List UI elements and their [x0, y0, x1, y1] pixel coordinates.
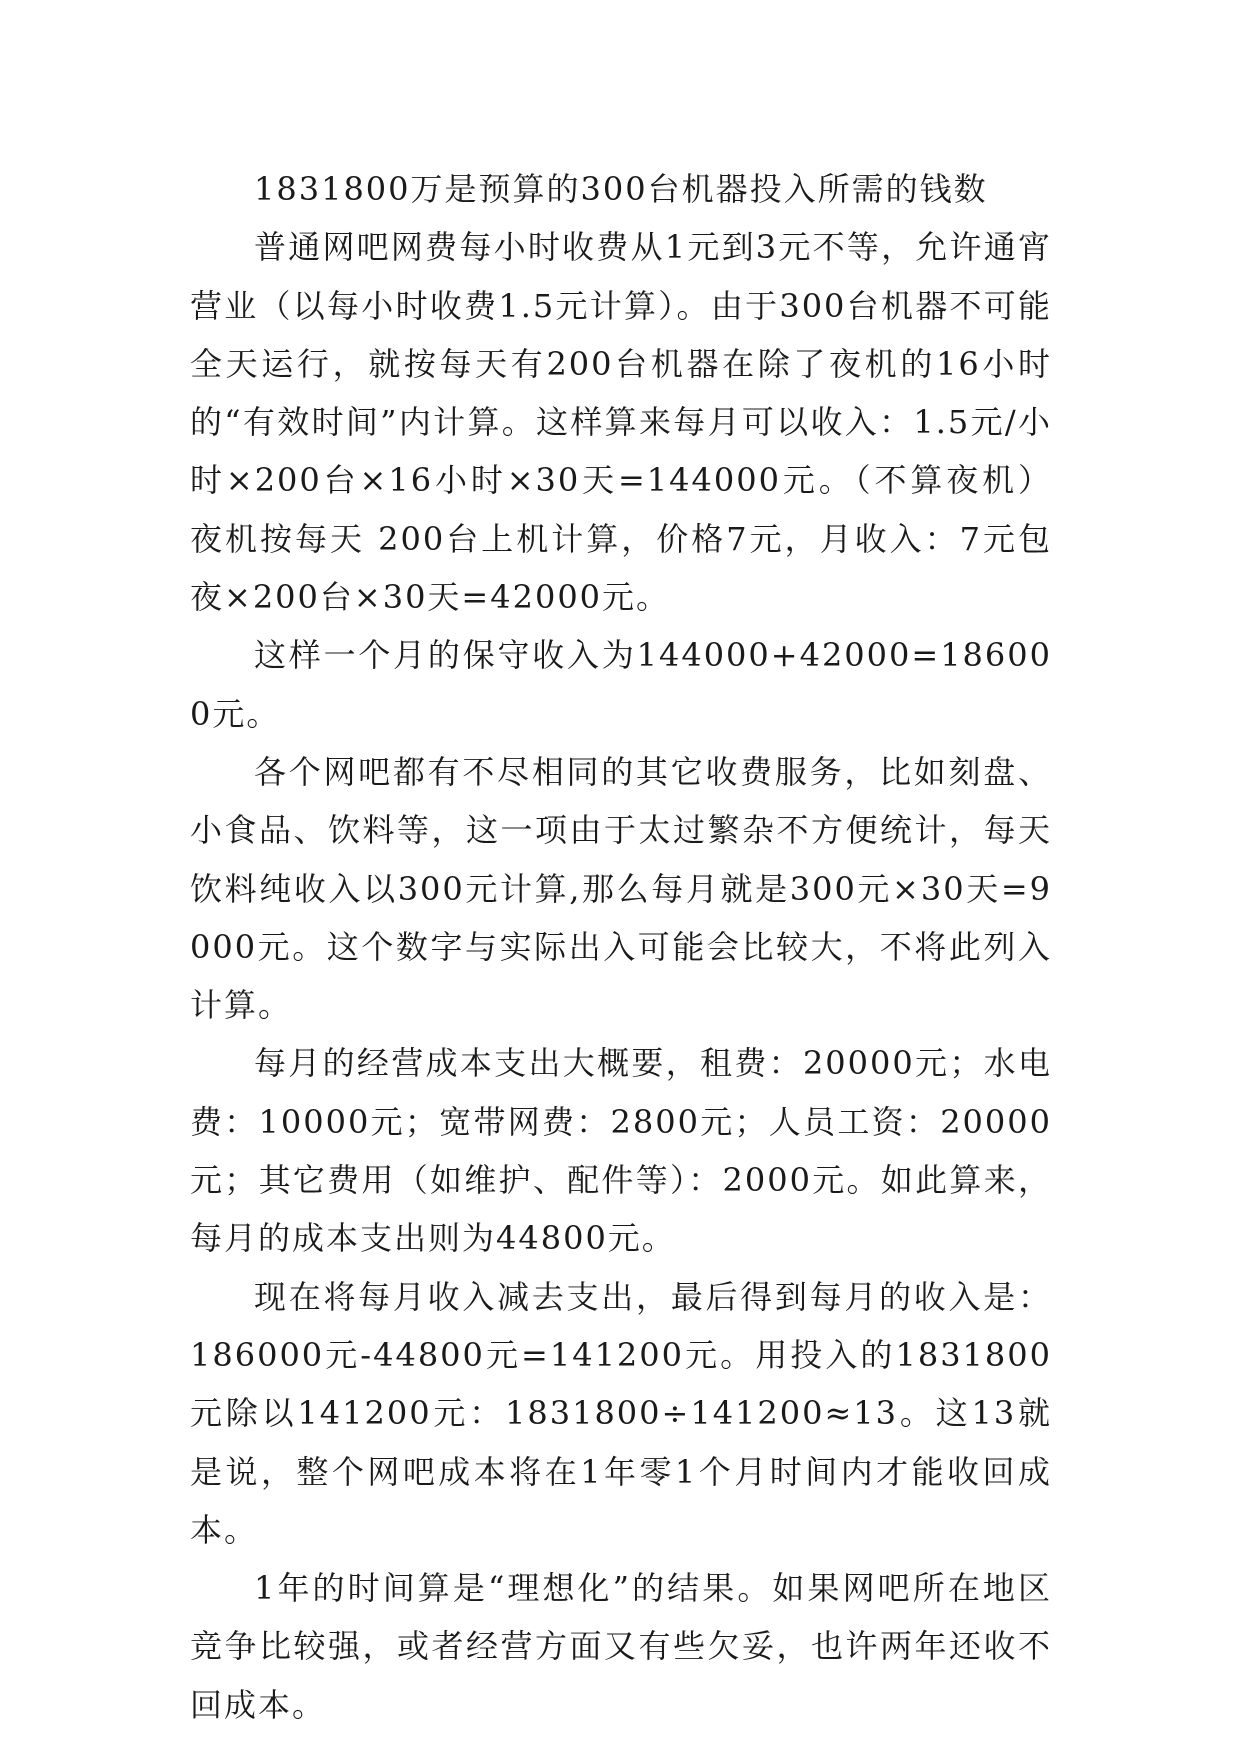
paragraph-hourly-income: 普通网吧网费每小时收费从1元到3元不等，允许通宵营业（以每小时收费1.5元计算）。由于300台机器不可能全天运行，就按每天有200台机器在除了夜机的16小时的“有效时间”内计算。这样算来每月可以收入：1.5元/小时×200台×16小时×30天=144000元。（不算夜机）夜机按每天 200台上机计算，价格7元，月收入：7元包夜×200台×30天=42000元。 — [190, 228, 1052, 617]
paragraph-other-services: 各个网吧都有不尽相同的其它收费服务，比如刻盘、小食品、饮料等，这一项由于太过繁杂不方便统计，每天饮料纯收入以300元计算,那么每月就是300元×30天=9000元。这个数字与实际出入可能会比较大，不将此列入计算。 — [190, 752, 1052, 1025]
paragraph-net-income: 现在将每月收入减去支出，最后得到每月的收入是：186000元-44800元=141200元。用投入的1831800元除以141200元：1831800÷141200≈13。这13就是说，整个网吧成本将在1年零1个月时间内才能收回成本。 — [190, 1277, 1052, 1549]
paragraph-conclusion: 1年的时间算是“理想化”的结果。如果网吧所在地区竞争比较强，或者经营方面又有些欠妥，也许两年还收不回成本。 — [190, 1569, 1052, 1724]
paragraph-budget: 1831800万是预算的300台机器投入所需的钱数 — [254, 170, 988, 208]
document-page — [190, 160, 1052, 1734]
paragraph-monthly-income: 这样一个月的保守收入为144000+42000=186000元。 — [190, 636, 1052, 733]
paragraph-monthly-costs: 每月的经营成本支出大概要，租费：20000元；水电费：10000元；宽带网费：2800元；人员工资：20000元；其它费用（如维护、配件等）：2000元。如此算来，每月的成本支出则为44800元。 — [190, 1044, 1052, 1258]
